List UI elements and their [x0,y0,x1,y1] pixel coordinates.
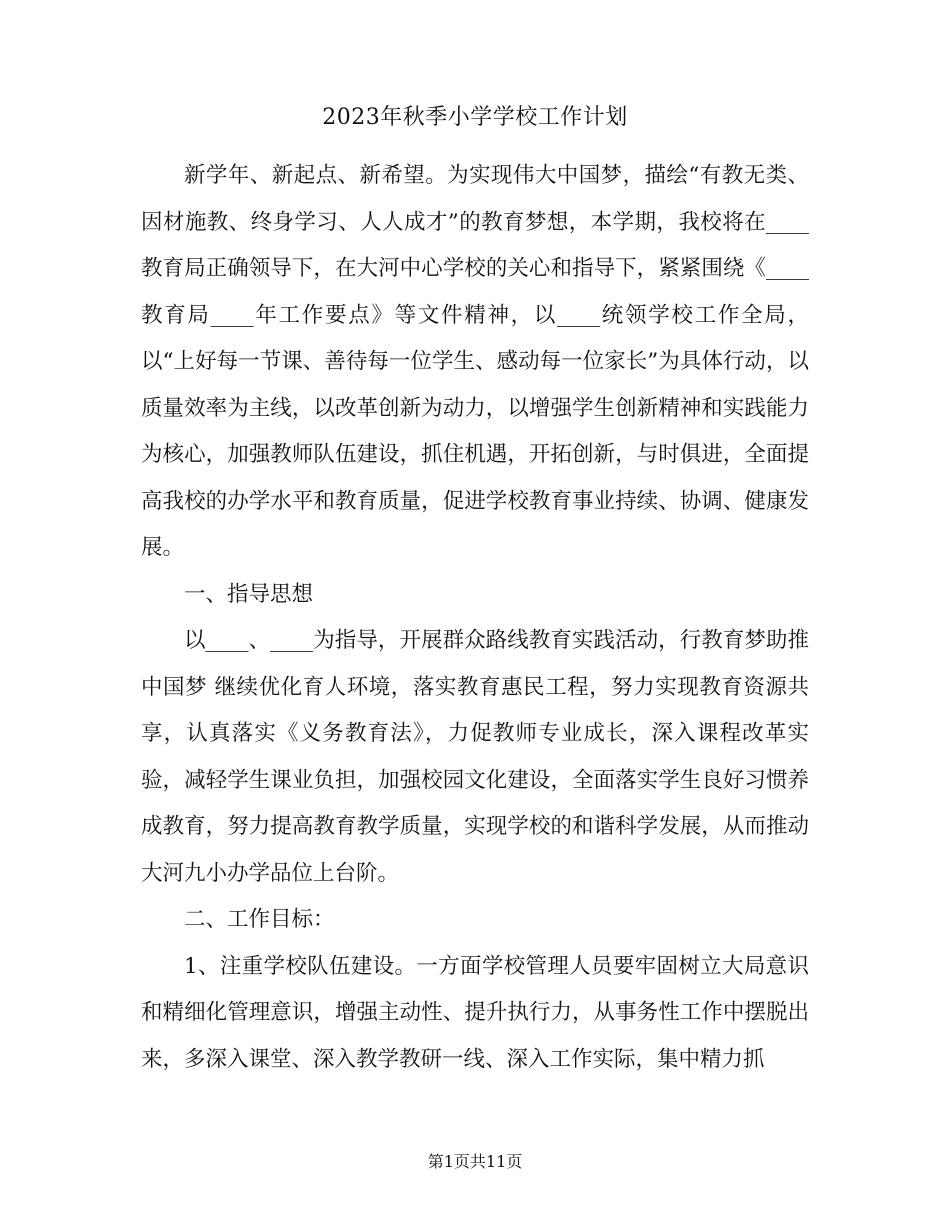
page-number-footer: 第1页共11页 [427,1152,523,1171]
guiding-ideology-paragraph: 以____、____为指导，开展群众路线教育实践活动，行教育梦助推中国梦 继续优化育人环境，落实教育惠民工程，努力实现教育资源共享，认真落实《义务教育法》，力促教师专业成长，深入课程改革实验，减轻学生课业负担，加强校园文化建设，全面落实学生良好习惯养成教育，努力提高教育教学质量，实现学校的和谐科学发展，从而推动大河九小办学品位上台阶。 [141,628,809,886]
work-goal-item-1: 1、注重学校队伍建设。一方面学校管理人员要牢固树立大局意识和精细化管理意识，增强主动性、提升执行力，从事务性工作中摆脱出来，多深入课堂、深入教学教研一线、深入工作实际，集中精力抓 [141,953,809,1072]
document-body [141,153,809,1083]
page-title: 2023年秋季小学学校工作计划 [322,105,628,130]
section-heading-work-goals: 二、工作目标： [184,907,335,932]
intro-paragraph: 新学年、新起点、新希望。为实现伟大中国梦，描绘“有教无类、因材施教、终身学习、人人成才”的教育梦想，本学期，我校将在____教育局正确领导下，在大河中心学校的关心和指导下，紧紧围绕《____教育局____年工作要点》等文件精神，以____统领学校工作全局，以“上好每一节课、善待每一位学生、感动每一位家长”为具体行动，以质量效率为主线，以改革创新为动力，以增强学生创新精神和实践能力为核心，加强教师队伍建设，抓住机遇，开拓创新，与时俱进，全面提高我校的办学水平和教育质量，促进学校教育事业持续、协调、健康发展。 [141,163,809,560]
section-heading-guiding-ideology: 一、指导思想 [184,581,314,607]
